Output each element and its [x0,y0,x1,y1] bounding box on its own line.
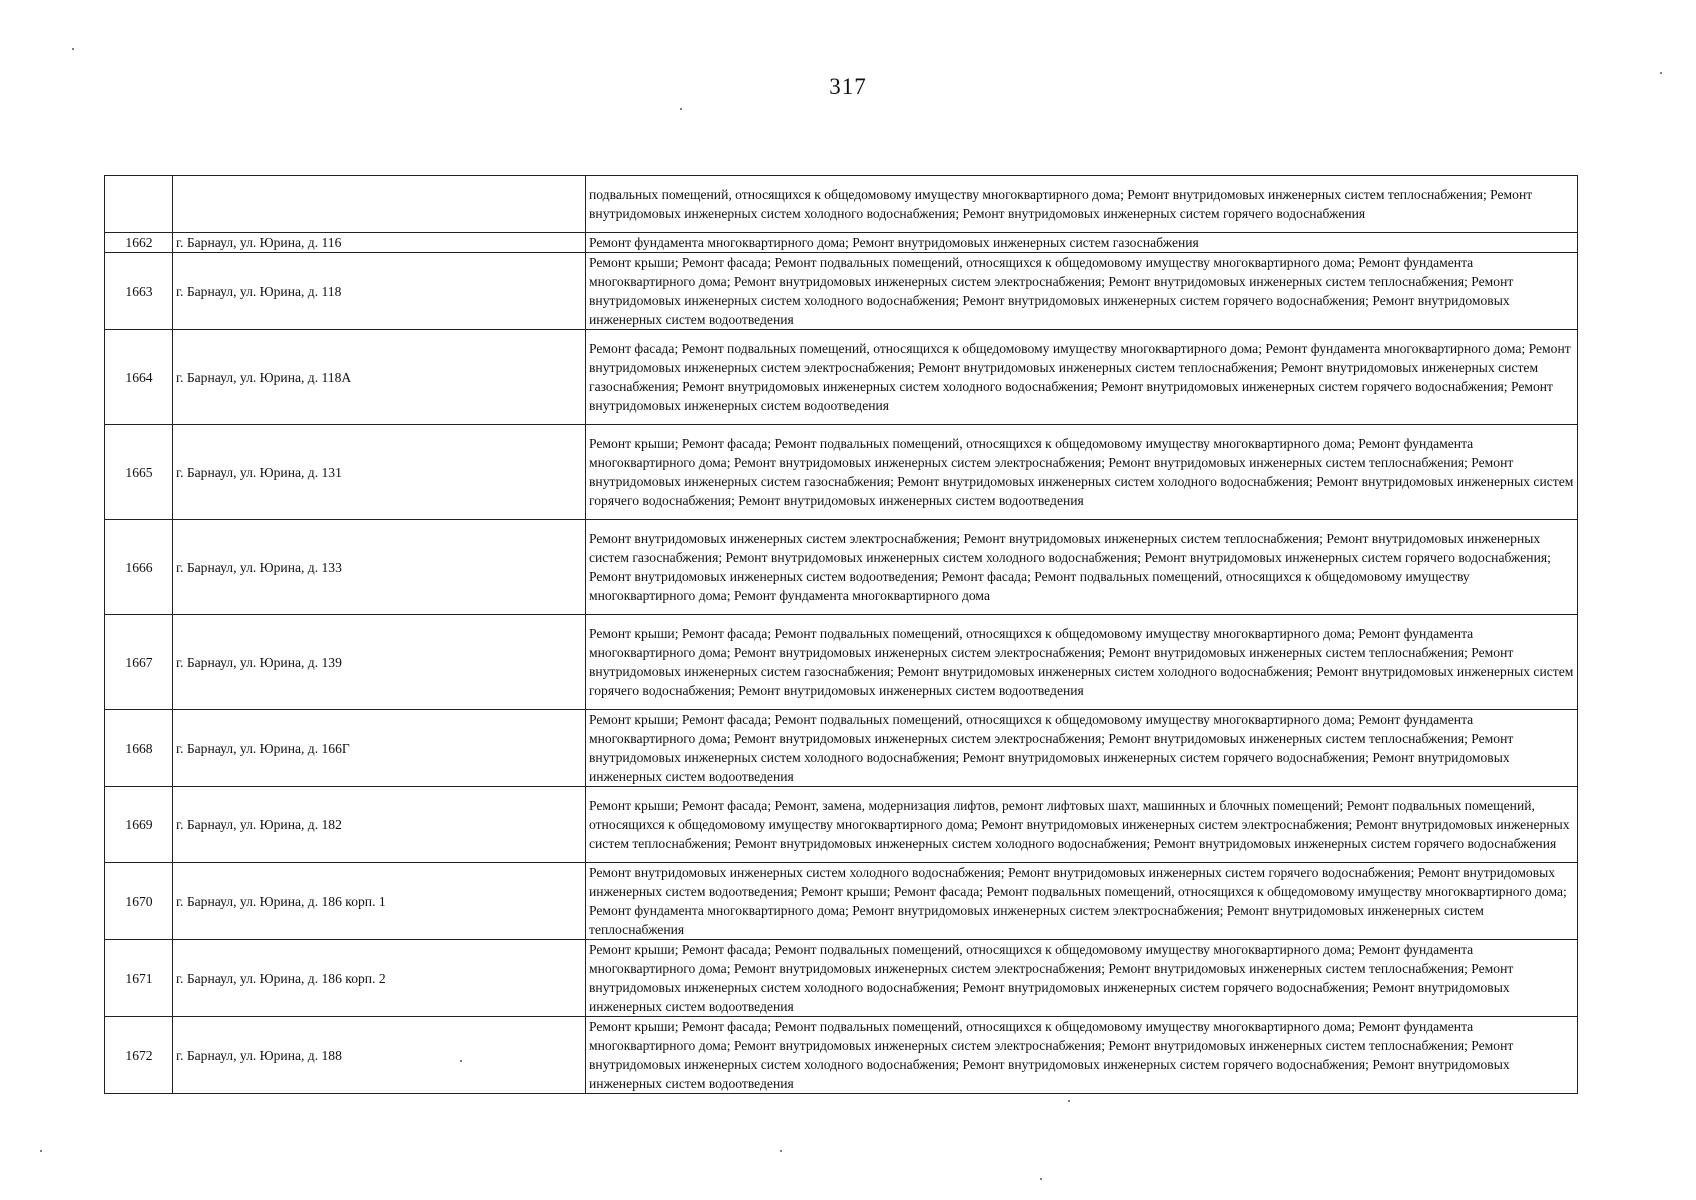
table-row [105,615,1578,710]
table-row [105,520,1578,615]
row-address: г. Барнаул, ул. Юрина, д. 139 [173,615,586,710]
row-works: Ремонт фасада; Ремонт подвальных помещений, относящихся к общедомовому имуществу многоквартирного дома; Ремонт фундамента многоквартирного дома; Ремонт внутридомовых инженерных систем электроснабжения; Ремонт внутридомовых инженерных систем теплоснабжения; Ремонт внутридомовых инженерных систем газоснабжения; Ремонт внутридомовых инженерных систем холодного водоснабжения; Ремонт внутридомовых инженерных систем горячего водоснабжения; Ремонт внутридомовых инженерных систем водоотведения [586,330,1578,425]
row-number [105,176,173,233]
row-works: Ремонт крыши; Ремонт фасада; Ремонт подвальных помещений, относящихся к общедомовому имуществу многоквартирного дома; Ремонт фундамента многоквартирного дома; Ремонт внутридомовых инженерных систем электроснабжения; Ремонт внутридомовых инженерных систем теплоснабжения; Ремонт внутридомовых инженерных систем холодного водоснабжения; Ремонт внутридомовых инженерных систем горячего водоснабжения; Ремонт внутридомовых инженерных систем водоотведения [586,710,1578,787]
table-row [105,1017,1578,1094]
row-number: 1662 [105,233,173,253]
row-works: Ремонт крыши; Ремонт фасада; Ремонт подвальных помещений, относящихся к общедомовому имуществу многоквартирного дома; Ремонт фундамента многоквартирного дома; Ремонт внутридомовых инженерных систем электроснабжения; Ремонт внутридомовых инженерных систем теплоснабжения; Ремонт внутридомовых инженерных систем холодного водоснабжения; Ремонт внутридомовых инженерных систем горячего водоснабжения; Ремонт внутридомовых инженерных систем водоотведения [586,1017,1578,1094]
table-row [105,233,1578,253]
row-works: Ремонт крыши; Ремонт фасада; Ремонт подвальных помещений, относящихся к общедомовому имуществу многоквартирного дома; Ремонт фундамента многоквартирного дома; Ремонт внутридомовых инженерных систем электроснабжения; Ремонт внутридомовых инженерных систем теплоснабжения; Ремонт внутридомовых инженерных систем холодного водоснабжения; Ремонт внутридомовых инженерных систем горячего водоснабжения; Ремонт внутридомовых инженерных систем водоотведения [586,940,1578,1017]
table-row [105,863,1578,940]
row-number: 1663 [105,253,173,330]
scan-speck [1068,1100,1070,1102]
row-works: подвальных помещений, относящихся к общедомовому имуществу многоквартирного дома; Ремонт внутридомовых инженерных систем теплоснабжения; Ремонт внутридомовых инженерных систем холодного водоснабжения; Ремонт внутридомовых инженерных систем горячего водоснабжения [586,176,1578,233]
row-address: г. Барнаул, ул. Юрина, д. 186 корп. 1 [173,863,586,940]
row-number: 1670 [105,863,173,940]
row-number: 1669 [105,787,173,863]
page-number: 317 [829,74,867,99]
registry-table [104,175,1578,1094]
row-works: Ремонт внутридомовых инженерных систем электроснабжения; Ремонт внутридомовых инженерных систем теплоснабжения; Ремонт внутридомовых инженерных систем газоснабжения; Ремонт внутридомовых инженерных систем холодного водоснабжения; Ремонт внутридомовых инженерных систем горячего водоснабжения; Ремонт внутридомовых инженерных систем водоотведения; Ремонт фасада; Ремонт подвальных помещений, относящихся к общедомовому имуществу многоквартирного дома; Ремонт фундамента многоквартирного дома [586,520,1578,615]
row-number: 1671 [105,940,173,1017]
row-address: г. Барнаул, ул. Юрина, д. 182 [173,787,586,863]
scan-speck [40,1150,42,1152]
row-works: Ремонт крыши; Ремонт фасада; Ремонт подвальных помещений, относящихся к общедомовому имуществу многоквартирного дома; Ремонт фундамента многоквартирного дома; Ремонт внутридомовых инженерных систем электроснабжения; Ремонт внутридомовых инженерных систем теплоснабжения; Ремонт внутридомовых инженерных систем газоснабжения; Ремонт внутридомовых инженерных систем холодного водоснабжения; Ремонт внутридомовых инженерных систем горячего водоснабжения; Ремонт внутридомовых инженерных систем водоотведения [586,425,1578,520]
row-works: Ремонт крыши; Ремонт фасада; Ремонт подвальных помещений, относящихся к общедомовому имуществу многоквартирного дома; Ремонт фундамента многоквартирного дома; Ремонт внутридомовых инженерных систем электроснабжения; Ремонт внутридомовых инженерных систем теплоснабжения; Ремонт внутридомовых инженерных систем газоснабжения; Ремонт внутридомовых инженерных систем холодного водоснабжения; Ремонт внутридомовых инженерных систем горячего водоснабжения; Ремонт внутридомовых инженерных систем водоотведения [586,615,1578,710]
table-row [105,253,1578,330]
table-row [105,710,1578,787]
table-row [105,176,1578,233]
row-number: 1666 [105,520,173,615]
row-address: г. Барнаул, ул. Юрина, д. 116 [173,233,586,253]
table-row [105,330,1578,425]
table-row [105,787,1578,863]
row-address: г. Барнаул, ул. Юрина, д. 186 корп. 2 [173,940,586,1017]
scan-speck [1040,1178,1042,1180]
scan-speck [680,108,682,110]
row-number: 1665 [105,425,173,520]
row-works: Ремонт внутридомовых инженерных систем холодного водоснабжения; Ремонт внутридомовых инженерных систем горячего водоснабжения; Ремонт внутридомовых инженерных систем водоотведения; Ремонт крыши; Ремонт фасада; Ремонт подвальных помещений, относящихся к общедомовому имуществу многоквартирного дома; Ремонт фундамента многоквартирного дома; Ремонт внутридомовых инженерных систем электроснабжения; Ремонт внутридомовых инженерных систем теплоснабжения [586,863,1578,940]
row-works: Ремонт фундамента многоквартирного дома; Ремонт внутридомовых инженерных систем газоснабжения [586,233,1578,253]
row-address: г. Барнаул, ул. Юрина, д. 133 [173,520,586,615]
scan-speck [460,1060,462,1062]
row-address: г. Барнаул, ул. Юрина, д. 188 [173,1017,586,1094]
row-number: 1672 [105,1017,173,1094]
scan-speck [1660,72,1662,74]
row-number: 1667 [105,615,173,710]
row-address [173,176,586,233]
row-number: 1668 [105,710,173,787]
row-address: г. Барнаул, ул. Юрина, д. 118 [173,253,586,330]
scan-speck [780,1150,782,1152]
row-address: г. Барнаул, ул. Юрина, д. 118А [173,330,586,425]
row-works: Ремонт крыши; Ремонт фасада; Ремонт, замена, модернизация лифтов, ремонт лифтовых шахт, машинных и блочных помещений; Ремонт подвальных помещений, относящихся к общедомовому имуществу многоквартирного дома; Ремонт внутридомовых инженерных систем электроснабжения; Ремонт внутридомовых инженерных систем теплоснабжения; Ремонт внутридомовых инженерных систем холодного водоснабжения; Ремонт внутридомовых инженерных систем горячего водоснабжения [586,787,1578,863]
table-row [105,940,1578,1017]
row-address: г. Барнаул, ул. Юрина, д. 131 [173,425,586,520]
row-address: г. Барнаул, ул. Юрина, д. 166Г [173,710,586,787]
row-works: Ремонт крыши; Ремонт фасада; Ремонт подвальных помещений, относящихся к общедомовому имуществу многоквартирного дома; Ремонт фундамента многоквартирного дома; Ремонт внутридомовых инженерных систем электроснабжения; Ремонт внутридомовых инженерных систем теплоснабжения; Ремонт внутридомовых инженерных систем холодного водоснабжения; Ремонт внутридомовых инженерных систем горячего водоснабжения; Ремонт внутридомовых инженерных систем водоотведения [586,253,1578,330]
scan-speck [72,48,74,50]
row-number: 1664 [105,330,173,425]
table-row [105,425,1578,520]
